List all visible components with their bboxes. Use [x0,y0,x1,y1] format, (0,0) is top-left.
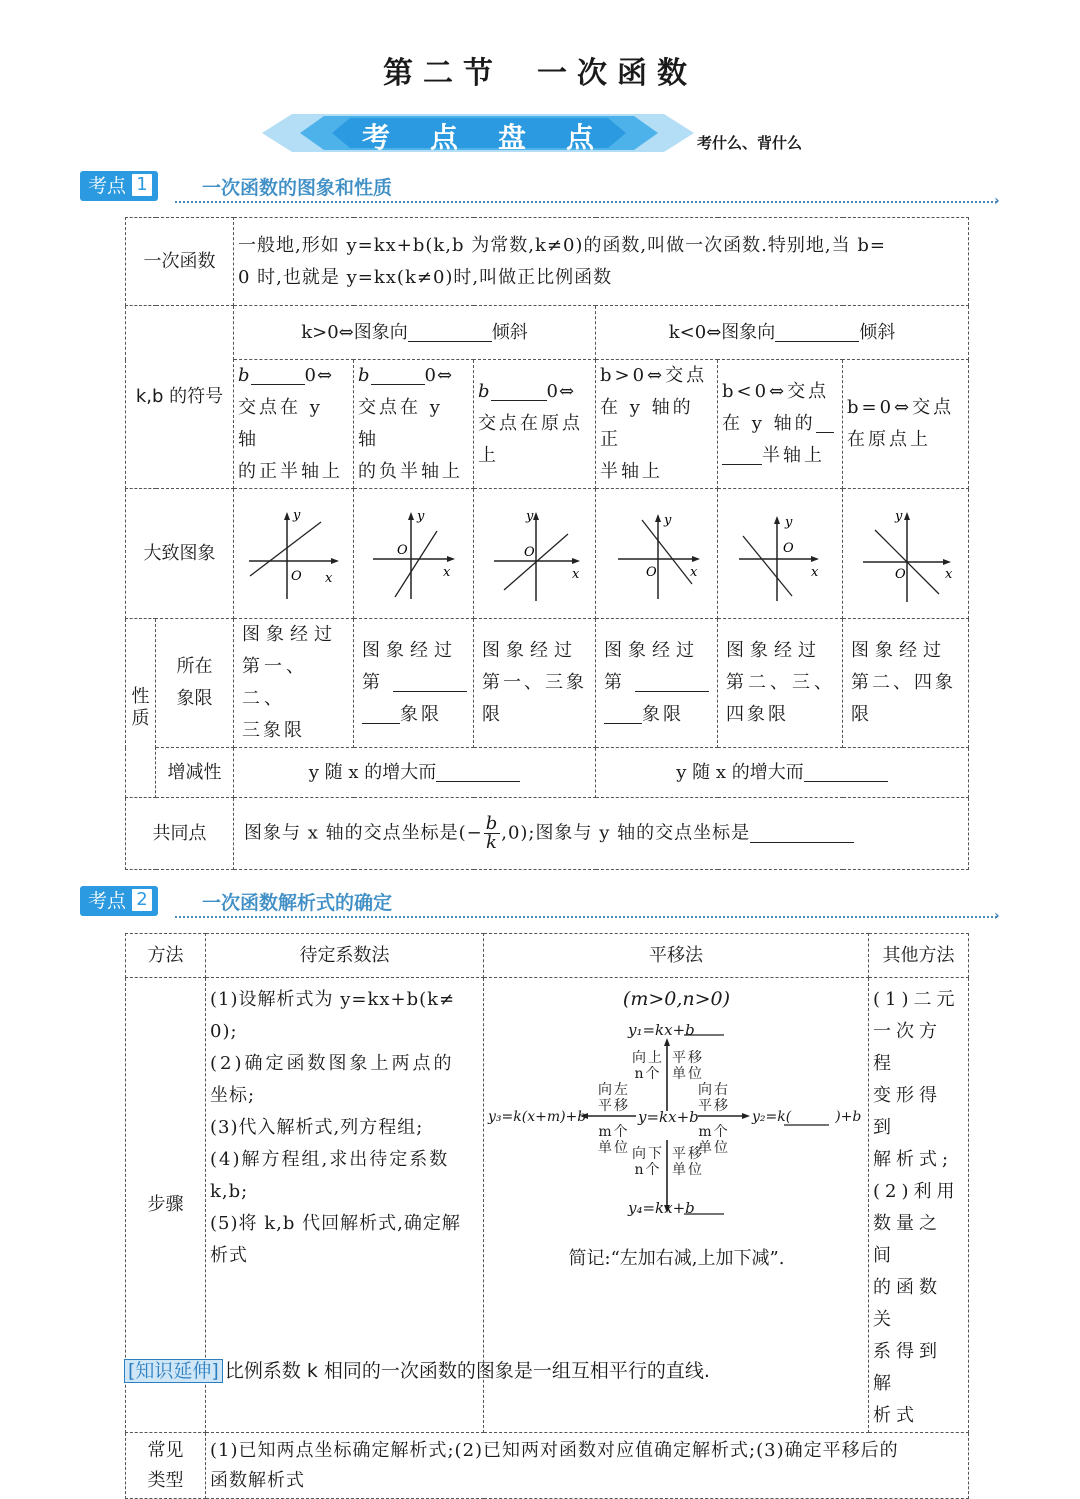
fraction-numerator: b [485,813,499,834]
answer-blank[interactable] [604,703,642,724]
quadrant-line-1: 图象经过 [726,640,822,661]
svg-text:O: O [645,564,657,580]
right-amount: m个 [698,1124,730,1140]
left-label-top [598,1082,630,1114]
svg-text:x: x [324,570,332,586]
quadrant-line-3: 三象限 [242,720,305,741]
col-header-undetermined: 待定系数法 [206,934,484,978]
quadrant-cell-4 [596,619,718,748]
section-number: 第二节 [383,56,503,91]
badge-number: 1 [132,174,152,196]
step-line: (4)解方程组,求出待定系数 [210,1149,450,1170]
quadrant-line-2: 第 [362,672,383,693]
answer-blank[interactable] [491,380,547,401]
svg-text:y: y [416,508,424,524]
row-definition [126,218,969,306]
sign-cell-2 [354,360,474,489]
step-line: k,b; [210,1181,249,1202]
quadrant-header-line-2: 象限 [176,688,213,709]
sign-line-1: b<0⇔交点 [722,381,830,402]
common-types-header-line-2: 类型 [147,1469,184,1491]
quadrant-line-2: 第二、三、 [726,672,836,693]
k-positive-text: k>0⇔图象向 [301,321,408,343]
left-amount: m个 [598,1124,630,1140]
common-types-header-line-1: 常见 [147,1439,184,1461]
other-method-line: 变形得到 [873,1085,942,1138]
k-positive-cell [234,306,596,360]
translation-mnemonic: 简记:“左加右减,上加下减”. [568,1248,785,1269]
quadrant-line-3: 象限 [642,704,684,725]
other-method-line: (1)二元 [873,989,960,1010]
col-header-method: 方法 [126,934,206,978]
svg-text:x: x [689,564,697,580]
sign-line-2: 交点在 y 轴 [358,397,443,450]
common-text-mid: ,0);图象与 y 轴的交点坐标是 [501,822,751,844]
svg-text:x: x [442,564,450,580]
graph-kpos-bneg-icon [359,504,469,604]
section-1-badge [80,171,158,201]
common-types-line-1: (1)已知两点坐标确定解析式;(2)已知两对函数对应值确定解析式;(3)确定平移后的 [210,1439,899,1461]
down-direction: 向下 [632,1146,664,1162]
monotonic-header: 增减性 [156,748,234,798]
quadrant-line-2: 第 [604,672,625,693]
sign-line-2: 交点在原点 [478,413,583,434]
sign-line-2: 在 y 轴的正 [600,397,694,450]
graph-cell-3 [474,489,596,619]
var-b: b [358,365,371,386]
svg-text:y: y [785,514,793,530]
quadrant-cell-2 [354,619,474,748]
quadrant-cell-6 [843,619,969,748]
svg-text:y: y [292,507,300,523]
sign-line-2: 在 y 轴的 [722,413,816,434]
definition-line-1: 一般地,形如 y=kx+b(k,b 为常数,k≠0)的函数,叫做一次函数.特别地,当 b= [238,234,886,256]
sign-line-1: b=0⇔交点 [847,397,955,418]
graph-cell-2 [354,489,474,619]
quadrant-line-2: 第二、四象 [851,672,956,693]
left-unit: 单位 [598,1140,630,1156]
page-title [0,48,1080,92]
section-2-header [80,886,1010,924]
var-b: b [238,365,251,386]
common-types-line-2: 函数解析式 [210,1469,305,1491]
row-quadrants [126,619,969,748]
quadrant-line-3: 限 [851,704,872,725]
badge-label: 考点 [88,175,127,197]
svg-text:x: x [571,566,579,582]
quadrant-line-1: 图象经过 [851,640,947,661]
methods-header-row [126,934,969,978]
up-result: y₁=kx+b [628,1021,695,1039]
definition-header: 一次函数 [126,218,234,306]
left-result: y₃=k(x+m)+b [488,1109,587,1125]
definition-text [234,218,969,306]
sign-line-3: 上 [478,445,499,466]
graph-cell-4 [596,489,718,619]
answer-blank[interactable] [775,321,859,342]
other-methods [869,978,969,1433]
col-header-translation: 平移法 [484,934,869,978]
sign-cell-1 [234,360,354,489]
extension-tag: [知识延伸] [124,1359,223,1383]
right-result [752,1109,861,1126]
other-method-line: (2)利用 [873,1181,960,1202]
answer-blank[interactable] [816,412,834,433]
svg-text:O: O [523,544,535,560]
section-1-title: 一次函数的图象和性质 [202,177,393,199]
dotted-divider [175,916,997,918]
center-function: y=kx+b [638,1108,699,1126]
answer-blank[interactable] [750,822,854,843]
graphs-header: 大致图象 [126,489,234,619]
signs-header: k,b 的符号 [126,306,234,489]
quadrant-line-1: 图象经过 [604,640,700,661]
banner-label: 考点盘点 [361,121,634,154]
right-action: 平移 [698,1098,730,1114]
other-method-line: 解析式; [873,1149,954,1170]
k-negative-suffix: 倾斜 [859,321,896,343]
k-negative-text: k<0⇔图象向 [668,321,776,343]
fraction-b-over-k [484,815,501,852]
sign-line-3: 半轴上 [600,461,663,482]
svg-text:y: y [663,512,671,528]
up-unit: 单位 [672,1066,704,1082]
graph-kpos-bzero-icon [480,504,590,604]
answer-blank[interactable] [251,364,305,385]
chevron-right-icon: › [994,193,1000,209]
graph-cell-5 [718,489,843,619]
quadrant-line-1: 图象经过 [362,640,458,661]
quadrant-header [156,619,234,748]
up-amount: n个 [634,1066,662,1082]
down-unit: 单位 [672,1162,704,1178]
graph-kpos-bpos-icon [239,504,349,604]
quadrant-cell-1 [234,619,354,748]
other-method-line: 数量之间 [873,1213,942,1266]
row-monotonic [126,748,969,798]
answer-blank[interactable] [722,444,762,465]
answer-blank[interactable] [362,703,400,724]
monotonic-right-text: y 随 x 的增大而 [676,761,804,783]
step-line: (5)将 k,b 代回解析式,确定解 [210,1213,461,1234]
monotonic-right [596,748,969,798]
badge-number: 2 [132,889,152,911]
extension-text: 比例系数 k 相同的一次函数的图象是一组互相平行的直线. [224,1360,710,1382]
left-action: 平移 [598,1098,630,1114]
step-line: (2)确定函数图象上两点的 [210,1053,455,1074]
right-result-post: )+b [835,1109,862,1125]
row-graphs [126,489,969,619]
right-result-pre: y₂=k( [752,1109,792,1125]
step-line: 坐标; [210,1085,256,1106]
badge-label: 考点 [88,890,127,912]
monotonic-left [234,748,596,798]
other-method-line: 系得到解 [873,1341,942,1394]
chevron-right-icon: › [994,908,1000,924]
svg-text:y: y [894,508,902,524]
other-method-line: 析式 [873,1405,919,1426]
up-label-left [632,1050,664,1082]
answer-blank[interactable] [393,671,467,692]
sign-line-2: 在原点上 [847,429,931,450]
svg-text:O: O [783,540,794,556]
quadrant-line-2: 第一、二、 [242,656,308,709]
dotted-divider [175,201,997,203]
common-types-text [206,1433,969,1499]
down-label-left [632,1146,664,1178]
sign-cell-6 [843,360,969,489]
other-method-line: 的函数关 [873,1277,942,1330]
properties-header-text: 性质 [131,686,150,729]
knowledge-extension [124,1356,710,1383]
properties-table [125,217,969,870]
quadrant-line-1: 图象经过 [482,640,578,661]
k-negative-cell [596,306,969,360]
common-header: 共同点 [126,798,234,870]
left-label-bottom [598,1124,630,1156]
quadrant-header-line-1: 所在 [176,656,213,677]
section-1-header [80,171,1010,209]
svg-text:O: O [290,568,302,584]
sign-suffix: 0⇔ [304,365,334,386]
graph-kneg-bpos-icon [602,504,712,604]
left-direction: 向左 [598,1082,630,1098]
step-line: (1)设解析式为 y=kx+b(k≠ [210,989,456,1010]
sign-line-3: 的负半轴上 [358,461,463,482]
svg-text:O: O [894,566,906,582]
steps-header: 步骤 [126,978,206,1433]
section-2-title: 一次函数解析式的确定 [202,892,393,914]
sign-suffix: 0⇔ [424,365,454,386]
step-line: 0); [210,1021,238,1042]
answer-blank[interactable] [371,364,425,385]
svg-text:y: y [525,508,533,524]
quadrant-line-1: 图象经过 [242,624,338,645]
up-action: 平移 [672,1050,704,1066]
step-line: (3)代入解析式,列方程组; [210,1117,424,1138]
methods-table [125,933,969,1499]
down-amount: n个 [634,1162,662,1178]
k-positive-suffix: 倾斜 [491,321,528,343]
answer-blank[interactable] [804,761,888,782]
quadrant-line-3: 象限 [400,704,442,725]
section-2-badge [80,886,158,916]
definition-line-2: 0 时,也就是 y=kx(k≠0)时,叫做正比例函数 [238,266,613,288]
down-result: y₄=kx+b [628,1199,695,1217]
sign-suffix: 0⇔ [546,381,576,402]
other-method-line: 一次方程 [873,1021,942,1074]
var-b: b [478,381,491,402]
svg-text:x: x [811,564,819,580]
banner-subtitle: 考什么、背什么 [697,134,803,152]
row-slope-sign [126,306,969,360]
fraction-denominator: k [486,832,498,853]
right-unit: 单位 [698,1140,730,1156]
monotonic-left-text: y 随 x 的增大而 [308,761,437,783]
quadrant-cell-3 [474,619,596,748]
row-intercept-sign [126,360,969,489]
key-points-banner [262,112,694,154]
col-header-other: 其他方法 [869,934,969,978]
step-line: 析式 [210,1245,248,1266]
answer-blank[interactable] [408,321,492,342]
sign-cell-4 [596,360,718,489]
quadrant-line-3: 限 [482,704,503,725]
graph-cell-6 [843,489,969,619]
sign-line-2: 交点在 y 轴 [238,397,323,450]
down-label-right [672,1146,704,1178]
answer-blank[interactable] [436,761,520,782]
graph-kneg-bneg-icon [725,504,835,604]
row-common [126,798,969,870]
graph-kneg-bzero-icon [851,504,961,604]
quadrant-line-3: 四象限 [726,704,789,725]
down-action: 平移 [672,1146,704,1162]
up-label-right [672,1050,704,1082]
svg-text:O: O [396,542,408,558]
answer-blank[interactable] [635,671,709,692]
sign-line-1: b>0⇔交点 [600,365,708,386]
translation-diagram [484,978,869,1278]
up-direction: 向上 [632,1050,664,1066]
common-types-header [126,1433,206,1499]
translation-condition: (m>0,n>0) [622,988,731,1010]
common-types-row [126,1433,969,1499]
sign-line-3: 的正半轴上 [238,461,343,482]
svg-text:x: x [944,566,952,582]
sign-line-3: 半轴上 [762,445,825,466]
right-direction: 向右 [698,1082,730,1098]
graph-cell-1 [234,489,354,619]
common-text-pre: 图象与 x 轴的交点坐标是(− [244,822,483,844]
quadrant-cell-5 [718,619,843,748]
section-topic: 一次函数 [537,56,697,91]
sign-cell-3 [474,360,596,489]
common-text [234,798,969,870]
quadrant-line-2: 第一、三象 [482,672,587,693]
right-label-top [698,1082,730,1114]
properties-header [126,619,156,798]
sign-cell-5 [718,360,843,489]
